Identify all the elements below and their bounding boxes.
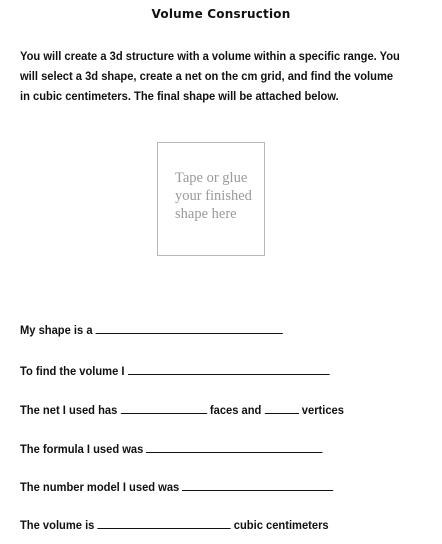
faces-answer-blank[interactable] — [120, 400, 206, 414]
instructions-line: You will create a 3d structure with a volume within a specific range. You — [20, 49, 400, 63]
shape-label: My shape is a — [20, 323, 93, 337]
find-volume-answer-blank[interactable] — [128, 361, 330, 375]
number-model-answer-blank[interactable] — [182, 477, 333, 491]
net-label: The net I used has — [20, 403, 118, 417]
net-row — [20, 400, 344, 417]
find-volume-label: To find the volume I — [20, 364, 125, 378]
faces-label: faces and — [209, 403, 262, 417]
instructions-line: in cubic centimeters. The final shape will be attached below. — [20, 89, 339, 103]
vertices-answer-blank[interactable] — [264, 400, 298, 414]
formula-answer-blank[interactable] — [146, 439, 322, 453]
shape-answer-blank[interactable] — [96, 320, 283, 334]
number-model-row — [20, 477, 334, 494]
formula-label: The formula I used was — [20, 442, 144, 456]
volume-unit-label: cubic centimeters — [233, 518, 329, 532]
tape-shape-box — [157, 142, 265, 256]
volume-label: The volume is — [20, 518, 95, 532]
formula-row — [20, 439, 323, 456]
page-title: Volume Consruction — [151, 7, 291, 21]
volume-answer-blank[interactable] — [97, 515, 230, 529]
instructions-paragraph — [20, 46, 416, 106]
number-model-label: The number model I used was — [20, 480, 180, 494]
instructions-line: will select a 3d shape, create a net on the cm grid, and find the volume — [20, 69, 394, 83]
tape-box-text — [175, 169, 252, 223]
tape-box-line: your finished — [175, 188, 252, 204]
volume-row — [20, 515, 329, 532]
tape-box-line: Tape or glue — [175, 170, 248, 186]
shape-row — [20, 320, 283, 337]
tape-box-line: shape here — [175, 206, 237, 222]
vertices-label: vertices — [301, 403, 344, 417]
find-volume-row — [20, 361, 329, 378]
